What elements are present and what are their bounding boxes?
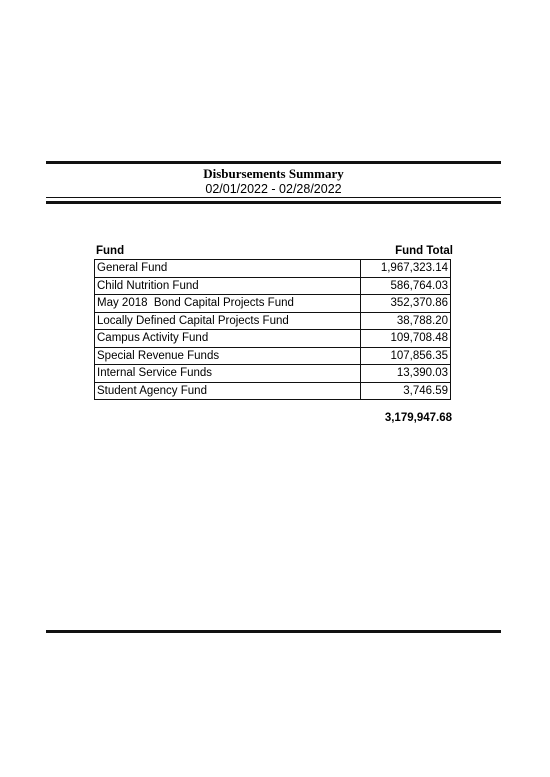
table-row xyxy=(95,347,451,365)
top-rule xyxy=(46,161,501,164)
fund-total: 13,390.03 xyxy=(361,365,451,383)
table-row xyxy=(95,295,451,313)
fund-name: Locally Defined Capital Projects Fund xyxy=(95,312,361,330)
fund-total: 1,967,323.14 xyxy=(361,260,451,278)
fund-total: 3,746.59 xyxy=(361,382,451,400)
fund-total: 109,708.48 xyxy=(361,330,451,348)
column-header-fund-total: Fund Total xyxy=(395,245,453,257)
table-row xyxy=(95,330,451,348)
table-row xyxy=(95,382,451,400)
fund-name: Special Revenue Funds xyxy=(95,347,361,365)
fund-name: Child Nutrition Fund xyxy=(95,277,361,295)
header-rule-thin xyxy=(46,197,501,198)
bottom-rule xyxy=(46,630,501,633)
fund-total: 352,370.86 xyxy=(361,295,451,313)
table-row xyxy=(95,260,451,278)
grand-total: 3,179,947.68 xyxy=(384,412,452,424)
fund-table xyxy=(94,259,451,400)
report-title: Disbursements Summary xyxy=(203,166,344,181)
fund-name: Internal Service Funds xyxy=(95,365,361,383)
report-period: 02/01/2022 - 02/28/2022 xyxy=(205,182,342,196)
fund-total: 38,788.20 xyxy=(361,312,451,330)
table-row xyxy=(95,365,451,383)
fund-name: Student Agency Fund xyxy=(95,382,361,400)
fund-name: General Fund xyxy=(95,260,361,278)
header-rule-thick xyxy=(46,201,501,204)
fund-total: 586,764.03 xyxy=(361,277,451,295)
fund-name: May 2018 Bond Capital Projects Fund xyxy=(95,295,361,313)
column-header-fund: Fund xyxy=(96,245,125,257)
fund-total: 107,856.35 xyxy=(361,347,451,365)
fund-name: Campus Activity Fund xyxy=(95,330,361,348)
table-row xyxy=(95,277,451,295)
table-row xyxy=(95,312,451,330)
